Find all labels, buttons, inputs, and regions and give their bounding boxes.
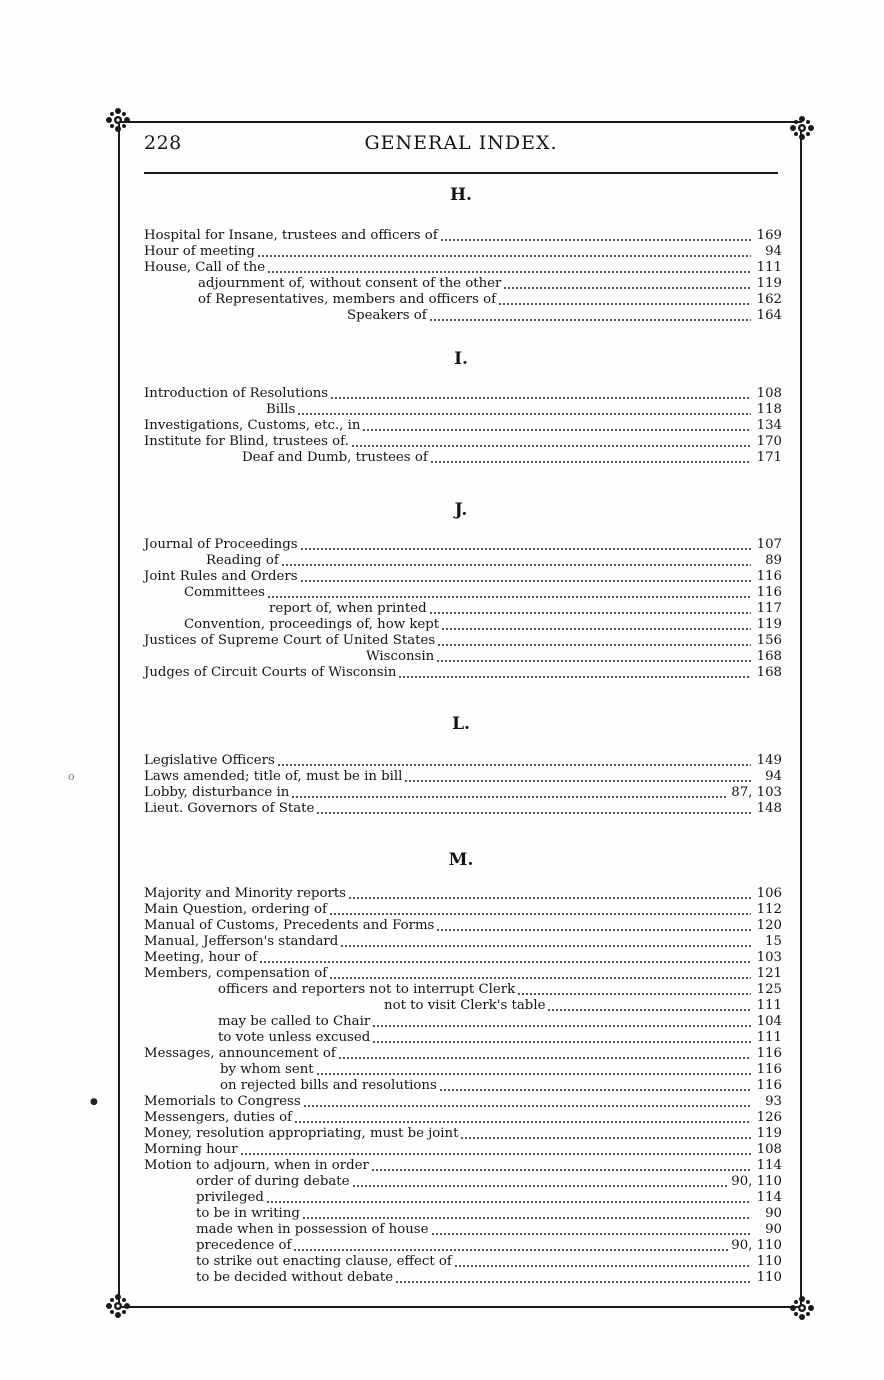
section-l-entries xyxy=(144,753,782,817)
index-entry: report of, when printed 117 xyxy=(269,601,782,616)
index-entry: Meeting, hour of 103 xyxy=(144,950,782,965)
corner-ornament-icon xyxy=(788,114,816,142)
header-rule xyxy=(144,172,778,174)
index-entry: may be called to Chair 104 xyxy=(218,1014,782,1029)
index-entry: Reading of 89 xyxy=(206,553,782,568)
index-entry: Manual, Jefferson's standard 15 xyxy=(144,934,782,949)
index-entry: Joint Rules and Orders 116 xyxy=(144,569,782,584)
index-entry: Laws amended; title of, must be in bill 94 xyxy=(144,769,782,784)
index-entry: to be in writing 90 xyxy=(196,1206,782,1221)
index-entry: on rejected bills and resolutions 116 xyxy=(220,1078,782,1093)
index-entry: to be decided without debate 110 xyxy=(196,1270,782,1285)
index-entry: Lobby, disturbance in 87, 103 xyxy=(144,785,782,800)
index-entry: Investigations, Customs, etc., in 134 xyxy=(144,418,782,433)
index-entry: Deaf and Dumb, trustees of 171 xyxy=(242,450,782,465)
index-entry: Judges of Circuit Courts of Wisconsin 168 xyxy=(144,665,782,680)
index-entry: order of during debate 90, 110 xyxy=(196,1174,782,1189)
section-i-entries xyxy=(144,386,782,466)
index-entry: Lieut. Governors of State 148 xyxy=(144,801,782,816)
section-letter-i: I. xyxy=(454,349,468,369)
border-right xyxy=(800,128,802,1308)
section-letter-m: M. xyxy=(448,850,474,870)
index-entry: Hospital for Insane, trustees and officers of 169 xyxy=(144,228,782,243)
section-letter-l: L. xyxy=(452,714,470,734)
index-entry: Messages, announcement of 116 xyxy=(144,1046,782,1061)
index-entry: privileged 114 xyxy=(196,1190,782,1205)
index-entry: Money, resolution appropriating, must be joint 119 xyxy=(144,1126,782,1141)
index-entry: Majority and Minority reports 106 xyxy=(144,886,782,901)
index-entry: Manual of Customs, Precedents and Forms 120 xyxy=(144,918,782,933)
page-number: 228 xyxy=(144,132,182,154)
index-entry: Members, compensation of 121 xyxy=(144,966,782,981)
index-entry: to vote unless excused 111 xyxy=(218,1030,782,1045)
index-entry: Hour of meeting 94 xyxy=(144,244,782,259)
corner-ornament-icon xyxy=(104,106,132,134)
index-entry: of Representatives, members and officers of 162 xyxy=(198,292,782,307)
index-entry: Morning hour 108 xyxy=(144,1142,782,1157)
stray-dot: ● xyxy=(90,1097,98,1107)
index-entry: Committees 116 xyxy=(184,585,782,600)
index-entry: Motion to adjourn, when in order 114 xyxy=(144,1158,782,1173)
section-letter-j: J. xyxy=(454,500,468,520)
index-entry: by whom sent 116 xyxy=(220,1062,782,1077)
index-entry: precedence of 90, 110 xyxy=(196,1238,782,1253)
index-entry: House, Call of the 111 xyxy=(144,260,782,275)
corner-ornament-icon xyxy=(104,1292,132,1320)
index-entry: Memorials to Congress 93 xyxy=(144,1094,782,1109)
page-title: GENERAL INDEX. xyxy=(364,132,558,154)
page-header xyxy=(144,132,778,160)
index-entry: adjournment of, without consent of the other 119 xyxy=(198,276,782,291)
index-entry: Main Question, ordering of 112 xyxy=(144,902,782,917)
index-entry: Institute for Blind, trustees of. 170 xyxy=(144,434,782,449)
border-bottom xyxy=(120,1306,802,1308)
section-m-entries xyxy=(144,886,782,1286)
index-entry: officers and reporters not to interrupt Clerk 125 xyxy=(218,982,782,997)
section-j-entries xyxy=(144,537,782,681)
index-entry: made when in possession of house 90 xyxy=(196,1222,782,1237)
border-top xyxy=(120,121,802,123)
index-entry: not to visit Clerk's table 111 xyxy=(384,998,782,1013)
index-entry: Justices of Supreme Court of United States 156 xyxy=(144,633,782,648)
stray-mark: o xyxy=(68,770,75,783)
index-entry: Bills 118 xyxy=(266,402,782,417)
border-left xyxy=(118,121,120,1308)
index-entry: Speakers of 164 xyxy=(347,308,782,323)
index-entry: Journal of Proceedings 107 xyxy=(144,537,782,552)
index-entry: Legislative Officers 149 xyxy=(144,753,782,768)
index-entry: Convention, proceedings of, how kept 119 xyxy=(184,617,782,632)
section-letter-h: H. xyxy=(450,185,472,205)
index-entry: Messengers, duties of 126 xyxy=(144,1110,782,1125)
corner-ornament-icon xyxy=(788,1294,816,1322)
section-h-entries xyxy=(144,228,782,324)
index-entry: Introduction of Resolutions 108 xyxy=(144,386,782,401)
index-entry: to strike out enacting clause, effect of 110 xyxy=(196,1254,782,1269)
index-entry: Wisconsin 168 xyxy=(366,649,782,664)
